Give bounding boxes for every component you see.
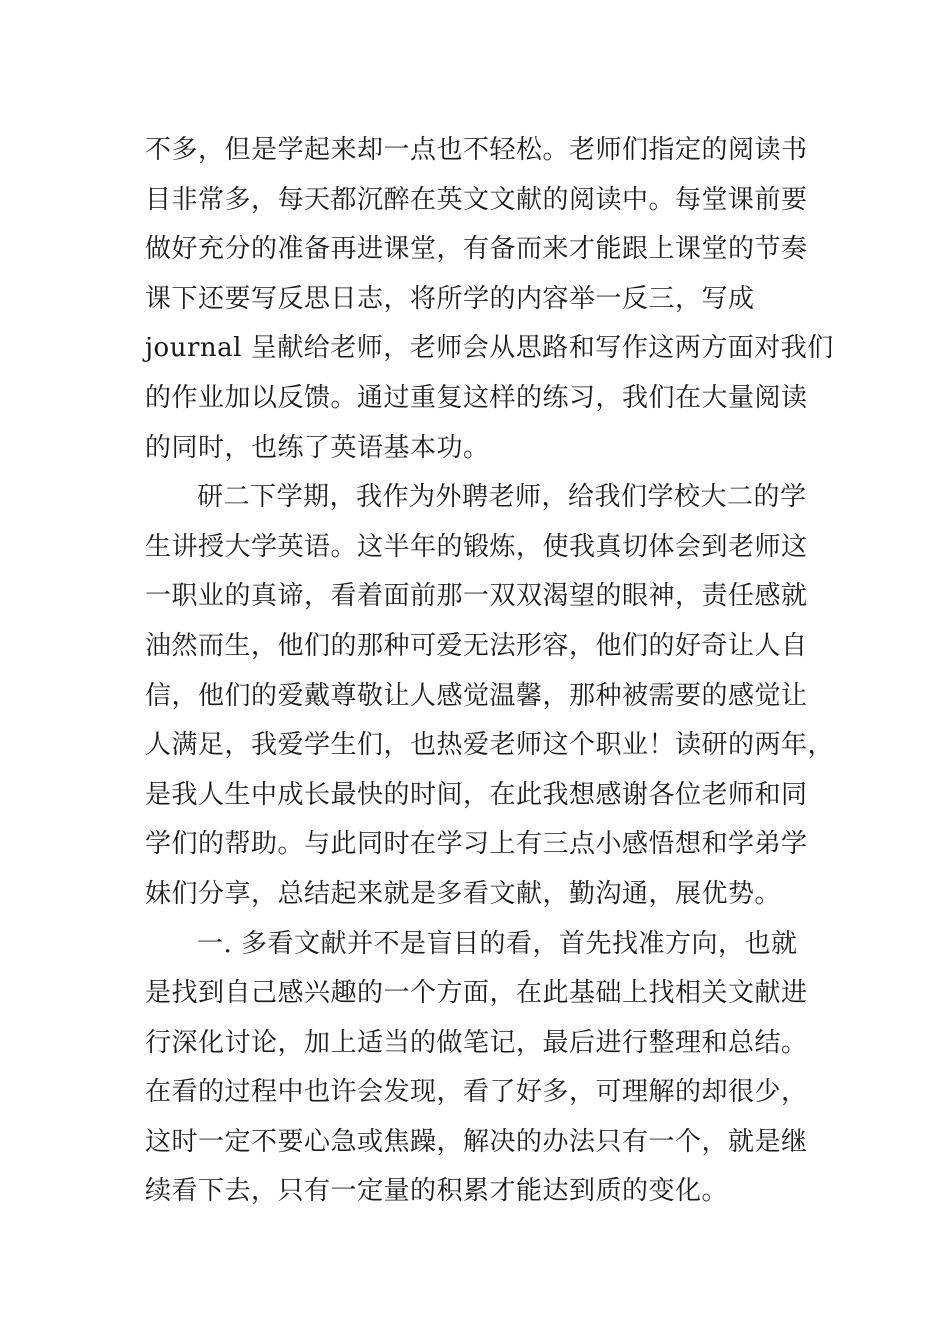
text-line: 续看下去，只有一定量的积累才能达到质的变化。: [145, 1176, 729, 1207]
text-line: 妹们分享，总结起来就是多看文献，勤沟通，展优势。: [145, 878, 782, 909]
text-line: 在看的过程中也许会发现，看了好多，可理解的却很少，: [145, 1077, 808, 1108]
text-line: 人满足，我爱学生们，也热爱老师这个职业！读研的两年，: [145, 730, 835, 761]
paragraph-start-line: 研二下学期，我作为外聘老师，给我们学校大二的学: [197, 482, 807, 513]
text-line: 目非常多，每天都沉醉在英文文献的阅读中。每堂课前要: [145, 184, 808, 215]
text-line: 信，他们的爱戴尊敬让人感觉温馨，那种被需要的感觉让: [145, 680, 808, 711]
text-line: 油然而生，他们的那种可爱无法形容，他们的好奇让人自: [145, 630, 808, 661]
text-line: 一职业的真谛，看着面前那一双双渴望的眼神，责任感就: [145, 581, 808, 612]
text-line: journal 呈献给老师，老师会从思路和写作这两方面对我们: [145, 333, 834, 364]
text-line: 学们的帮助。与此同时在学习上有三点小感悟想和学弟学: [145, 829, 808, 860]
text-line: 的作业加以反馈。通过重复这样的练习，我们在大量阅读: [145, 382, 808, 413]
text-line: 不多，但是学起来却一点也不轻松。老师们指定的阅读书: [145, 135, 808, 165]
paragraph-start-line: 一. 多看文献并不是盲目的看，首先找准方向，也就: [197, 928, 798, 959]
text-line: 这时一定不要心急或焦躁，解决的办法只有一个，就是继: [145, 1126, 808, 1157]
text-line: 是找到自己感兴趣的一个方面，在此基础上找相关文献进: [145, 978, 808, 1009]
text-line: 行深化讨论，加上适当的做笔记，最后进行整理和总结。: [145, 1027, 808, 1058]
text-line: 生讲授大学英语。这半年的锻炼，使我真切体会到老师这: [145, 531, 808, 562]
text-line: 是我人生中成长最快的时间，在此我想感谢各位老师和同: [145, 779, 808, 810]
body-text: [145, 126, 835, 1217]
text-line: 课下还要写反思日志，将所学的内容举一反三，写成: [145, 283, 755, 314]
text-line: 的同时，也练了英语基本功。: [145, 432, 490, 463]
text-line: 做好充分的准备再进课堂，有备而来才能跟上课堂的节奏: [145, 234, 808, 265]
